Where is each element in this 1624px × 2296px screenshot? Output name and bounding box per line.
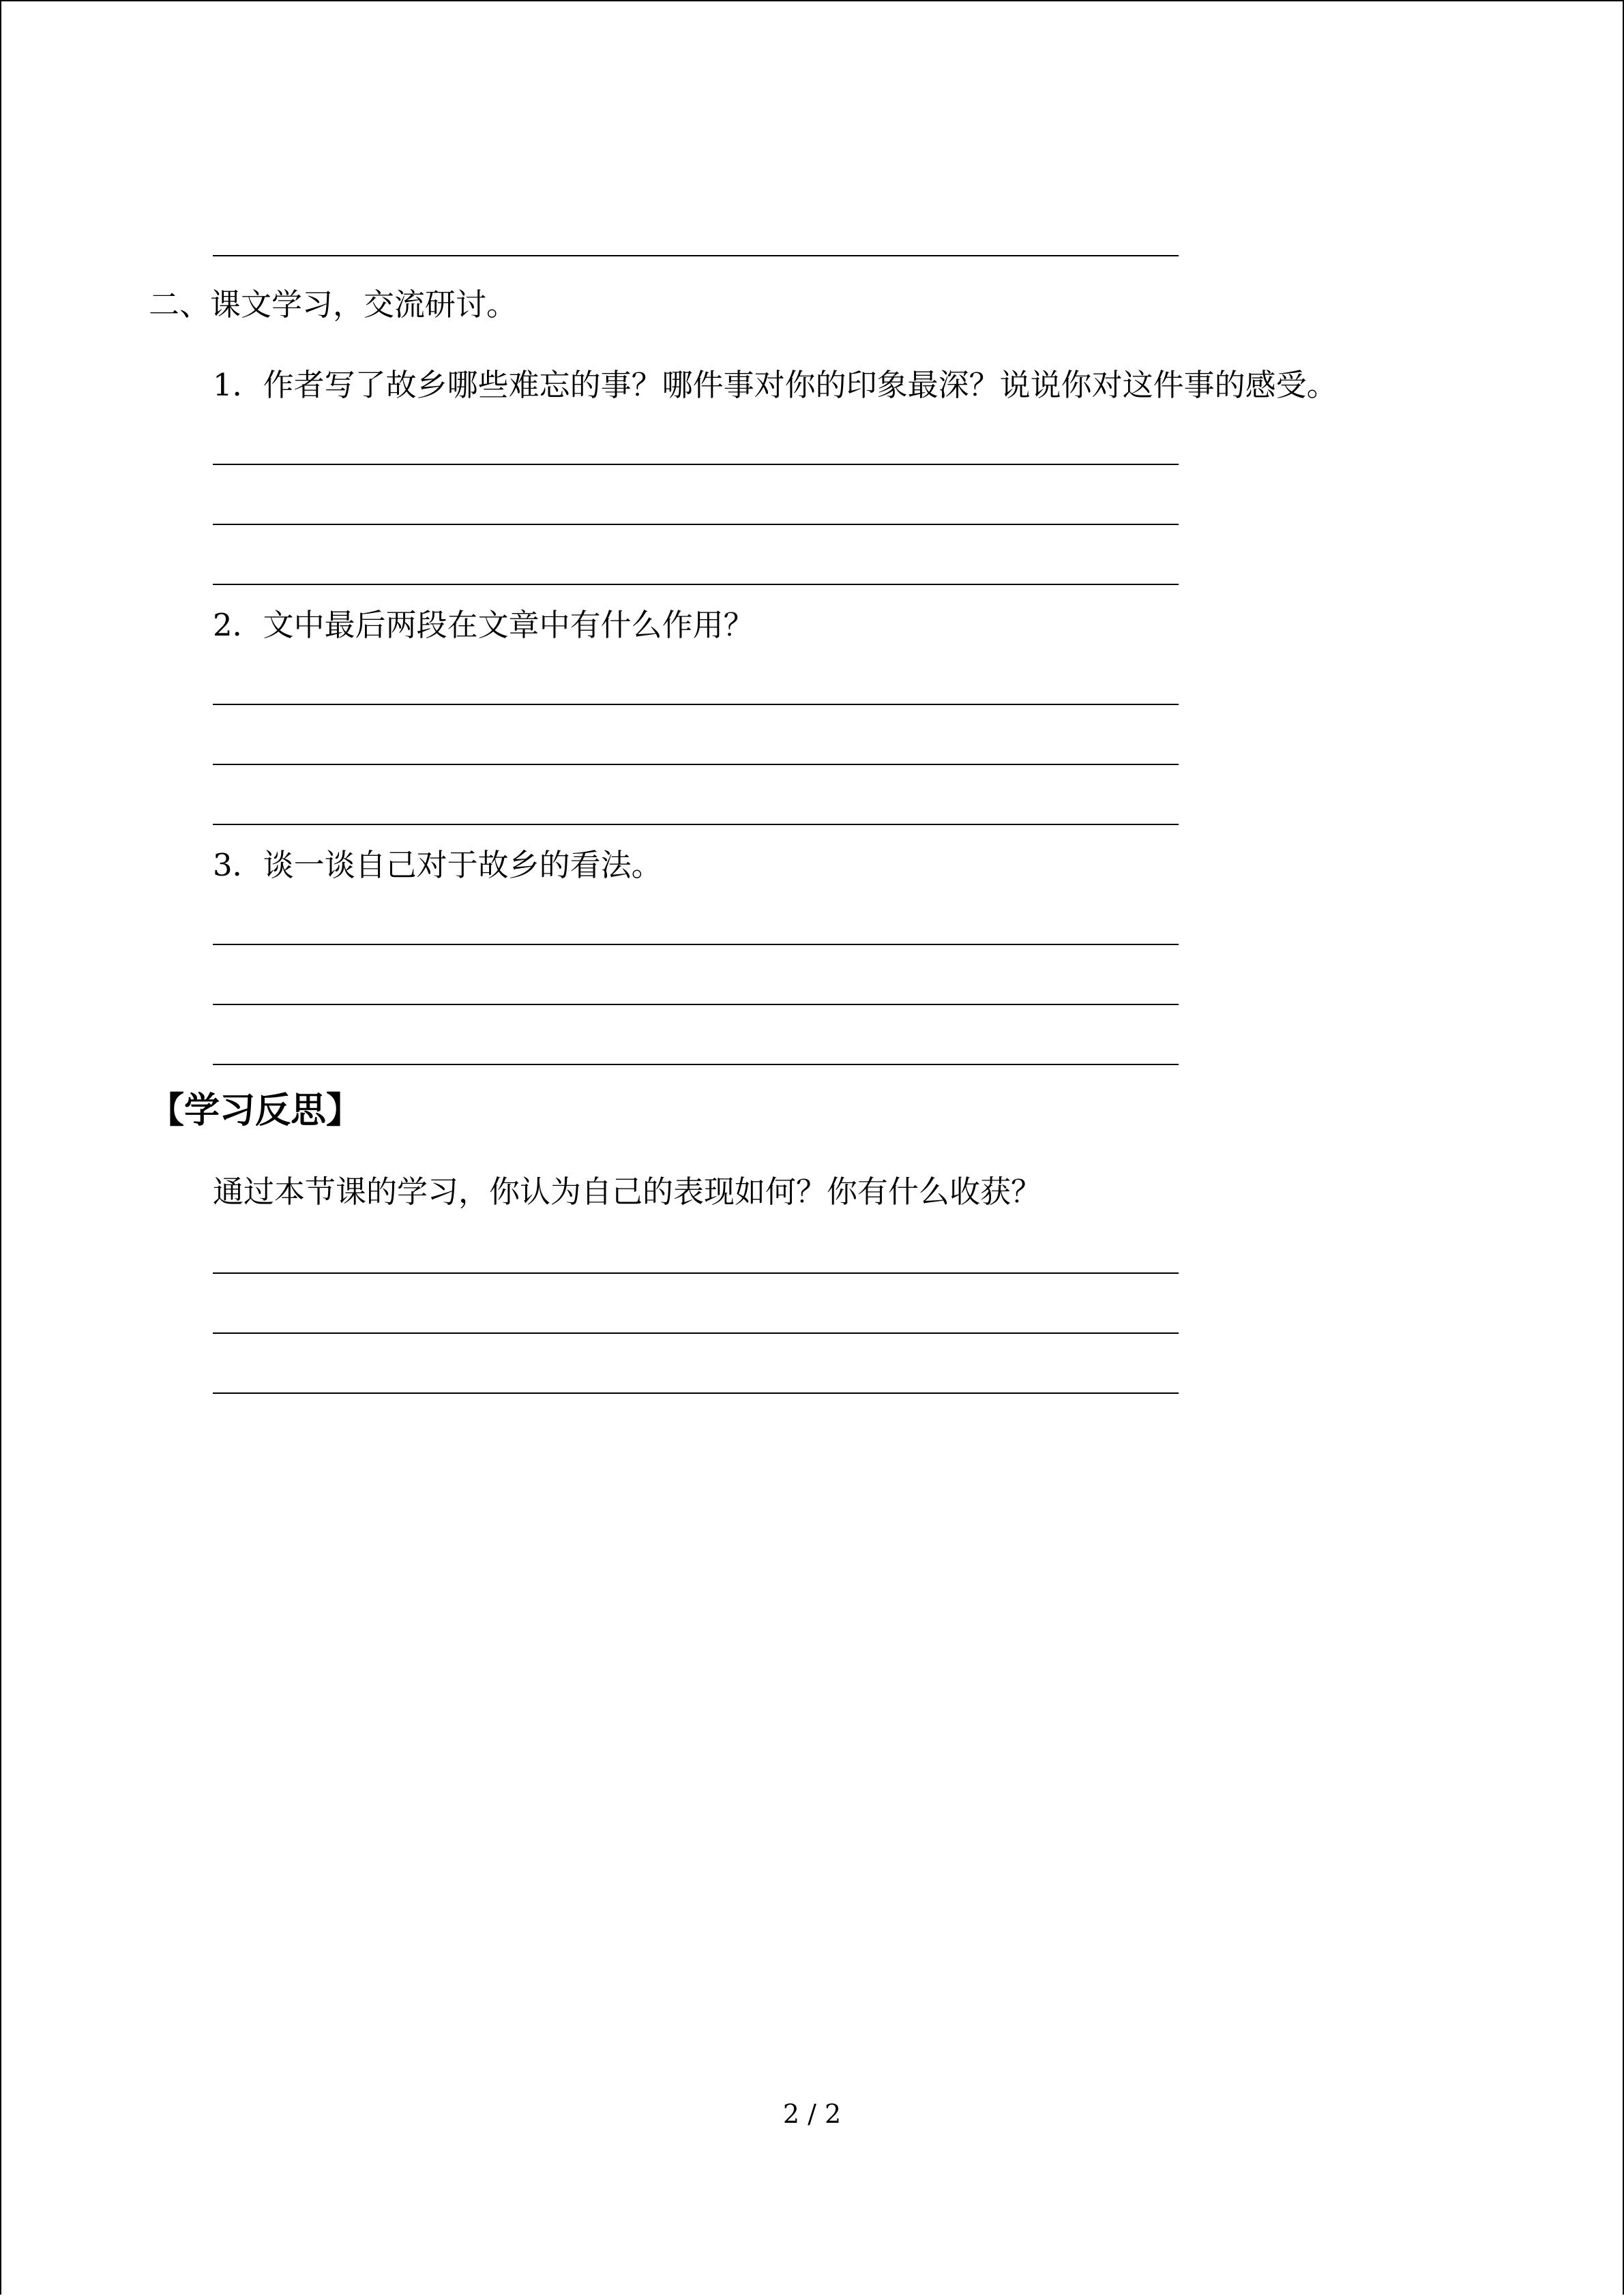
answer-line [213, 1004, 1179, 1005]
answer-line [213, 824, 1179, 825]
answer-line [213, 524, 1179, 525]
question-1: 1．作者写了故乡哪些难忘的事？哪件事对你的印象最深？说说你对这件事的感受。 [213, 367, 1338, 403]
answer-line [213, 764, 1179, 765]
page-number: 2 / 2 [782, 2099, 842, 2129]
answer-line [213, 1392, 1179, 1394]
answer-line [213, 1064, 1179, 1065]
answer-line [213, 464, 1179, 465]
answer-line [213, 255, 1179, 256]
question-3: 3．谈一谈自己对于故乡的看法。 [213, 847, 662, 883]
answer-line [213, 704, 1179, 705]
section-two-title: 二、课文学习，交流研讨。 [149, 286, 518, 323]
answer-line [213, 584, 1179, 585]
reflection-heading: 【学习反思】 [149, 1090, 362, 1131]
answer-line [213, 944, 1179, 945]
question-2: 2．文中最后两段在文章中有什么作用？ [213, 607, 754, 643]
answer-line [213, 1272, 1179, 1274]
answer-line [213, 1332, 1179, 1334]
reflection-prompt: 通过本节课的学习，你认为自己的表现如何？你有什么收获？ [213, 1174, 1042, 1210]
